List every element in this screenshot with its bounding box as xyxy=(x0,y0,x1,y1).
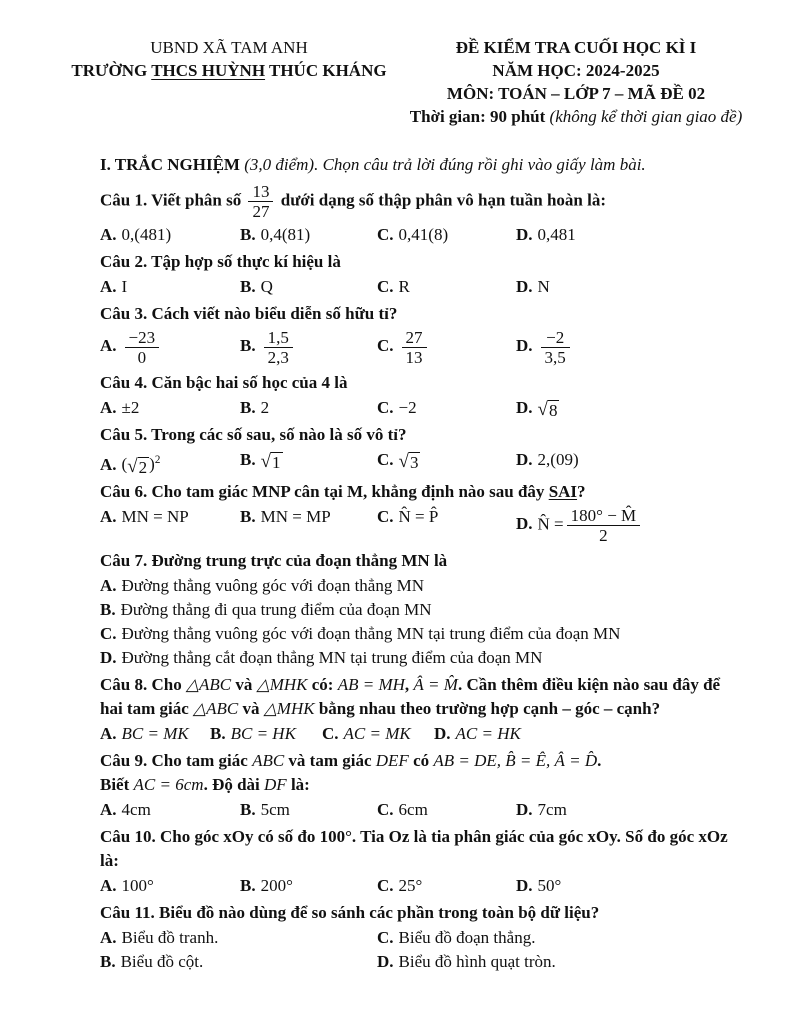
option-A xyxy=(100,448,240,477)
question-5 xyxy=(100,423,734,477)
fraction-numerator: 1,5 xyxy=(264,328,293,348)
option-C xyxy=(377,396,516,420)
text-run: 2 xyxy=(260,398,270,417)
text-run: và xyxy=(231,674,257,694)
question-stem xyxy=(100,749,734,797)
text-run: N̂ = xyxy=(537,514,564,534)
sqrt-expression xyxy=(399,451,421,472)
question-stem xyxy=(100,673,734,721)
question-stem xyxy=(100,825,734,873)
question-3 xyxy=(100,302,734,368)
option-B xyxy=(240,448,377,477)
text-run: AC = HK xyxy=(455,723,521,743)
section-heading xyxy=(100,153,734,177)
fraction-numerator: −2 xyxy=(541,328,570,348)
text-run: 0,(481) xyxy=(121,225,172,244)
text-run: −2 xyxy=(398,398,417,417)
question-8 xyxy=(100,673,734,746)
text-run: N xyxy=(537,277,550,296)
option-label: B. xyxy=(240,398,256,417)
options xyxy=(100,798,734,822)
option-label: C. xyxy=(377,336,394,356)
text-run: có: xyxy=(307,674,338,694)
option-label: C. xyxy=(377,799,394,819)
sqrt-expression xyxy=(127,456,149,477)
option-C xyxy=(377,505,516,546)
option-label: A. xyxy=(100,336,117,356)
option-label: D. xyxy=(516,799,533,819)
option-B xyxy=(240,327,377,368)
option-C xyxy=(100,622,734,646)
option-label: A. xyxy=(100,723,117,743)
question-stem xyxy=(100,371,734,395)
question-stem xyxy=(100,901,734,925)
question-9 xyxy=(100,749,734,822)
text-run: DF xyxy=(264,774,287,794)
option-C xyxy=(377,926,734,950)
option-C xyxy=(377,275,516,299)
text-run: Câu 5. Trong các số sau, số nào là số vô tỉ? xyxy=(100,425,407,444)
text-run: 2,(09) xyxy=(537,450,579,469)
text-run: dưới dạng số thập phân vô hạn tuần hoàn là: xyxy=(276,190,607,210)
text-run: 7cm xyxy=(537,799,567,819)
text-run: Biểu đồ đoạn thẳng. xyxy=(398,927,536,947)
option-D xyxy=(516,798,734,822)
question-2 xyxy=(100,250,734,299)
options xyxy=(100,874,734,898)
option-label: B. xyxy=(240,875,256,895)
radical-sign-icon: √ xyxy=(398,451,409,472)
question-11 xyxy=(100,901,734,974)
section-heading-instructions: (3,0 điểm). Chọn câu trả lời đúng rồi ghi vào giấy làm bài. xyxy=(244,155,646,174)
option-D xyxy=(516,396,734,420)
school-name-underlined: THCS HUỲNH xyxy=(151,61,266,80)
option-A xyxy=(100,874,240,898)
question-stem xyxy=(100,302,734,326)
text-run: DEF xyxy=(375,750,409,770)
text-run: Đường thẳng đi qua trung điểm của đoạn MN xyxy=(120,599,432,619)
options xyxy=(100,396,734,420)
text-run: Câu 4. Căn bậc hai số học của 4 là xyxy=(100,373,348,392)
fraction-denominator: 2,3 xyxy=(267,348,289,367)
option-D xyxy=(516,505,734,546)
fraction xyxy=(264,328,293,367)
question-10 xyxy=(100,825,734,898)
option-label: B. xyxy=(210,723,226,743)
text-run: 4cm xyxy=(121,799,151,819)
header-right xyxy=(388,36,764,128)
exponent: 2 xyxy=(154,454,161,466)
question-1 xyxy=(100,181,734,247)
option-label: D. xyxy=(516,336,533,356)
options xyxy=(100,926,734,974)
option-label: A. xyxy=(100,927,117,947)
text-run: BC = MK xyxy=(121,723,189,743)
option-label: D. xyxy=(516,450,533,469)
questions xyxy=(100,181,734,974)
option-label: D. xyxy=(516,225,533,244)
fraction xyxy=(248,182,273,221)
text-run: bằng nhau theo trường hợp cạnh – góc – cạnh? xyxy=(314,698,661,718)
option-A xyxy=(100,505,240,546)
text-run: ±2 xyxy=(121,398,140,417)
option-D xyxy=(516,448,734,477)
sqrt-expression xyxy=(538,399,560,420)
option-B xyxy=(240,874,377,898)
fraction-denominator: 0 xyxy=(137,348,147,367)
options xyxy=(100,448,734,477)
text-run: SAI xyxy=(548,481,578,501)
text-run: △MHK xyxy=(263,698,315,718)
issuer-line: UBND XÃ TAM ANH xyxy=(150,38,308,57)
text-run: 0,481 xyxy=(537,225,576,244)
text-run: MN = NP xyxy=(121,506,189,526)
fraction xyxy=(402,328,427,367)
option-A xyxy=(100,722,210,746)
option-label: B. xyxy=(240,277,256,296)
question-6 xyxy=(100,480,734,546)
option-A xyxy=(100,574,734,598)
text-run: △MHK xyxy=(256,674,308,694)
school-name-suffix: THÚC KHÁNG xyxy=(265,61,387,80)
subject-line: MÔN: TOÁN – LỚP 7 – MÃ ĐỀ 02 xyxy=(446,84,706,103)
text-run: Q xyxy=(260,277,273,296)
option-label: D. xyxy=(516,875,533,895)
option-label: A. xyxy=(100,454,117,474)
options xyxy=(100,574,734,670)
option-C xyxy=(377,448,516,477)
options xyxy=(100,223,734,247)
radicand: 8 xyxy=(548,401,558,420)
text-run: AC = MK xyxy=(343,723,411,743)
option-label: B. xyxy=(100,951,116,971)
radicand: 2 xyxy=(138,457,148,477)
option-B xyxy=(240,798,377,822)
text-run: Câu 9. Cho tam giác xyxy=(100,750,253,770)
fraction-numerator: −23 xyxy=(125,328,160,348)
text-run: 6cm xyxy=(398,799,428,819)
option-B xyxy=(240,505,377,546)
option-label: C. xyxy=(377,875,394,895)
question-stem xyxy=(100,250,734,274)
question-stem xyxy=(100,423,734,447)
option-label: A. xyxy=(100,277,117,296)
option-A xyxy=(100,798,240,822)
text-run: I xyxy=(121,277,128,296)
option-label: A. xyxy=(100,506,117,526)
text-run: . Độ dài xyxy=(203,774,265,794)
school-year-line: NĂM HỌC: 2024-2025 xyxy=(492,61,660,80)
text-run: là: xyxy=(286,774,310,794)
option-label: D. xyxy=(434,723,451,743)
fraction-numerator: 180° − M̂ xyxy=(567,506,641,526)
option-D xyxy=(516,223,734,247)
duration-line xyxy=(388,105,764,128)
text-run: Biểu đồ cột. xyxy=(120,951,204,971)
text-run: 200° xyxy=(260,875,293,895)
section-heading-title: I. TRẮC NGHIỆM xyxy=(100,155,245,174)
fraction xyxy=(541,328,570,367)
school-line xyxy=(70,59,388,82)
option-label: B. xyxy=(100,599,116,619)
text-run: 25° xyxy=(398,875,423,895)
option-D xyxy=(100,646,734,670)
option-label: C. xyxy=(377,277,394,296)
option-label: C. xyxy=(377,225,394,244)
text-run: ABC xyxy=(252,750,285,770)
option-label: C. xyxy=(377,450,394,469)
option-B xyxy=(100,598,734,622)
text-run: Câu 2. Tập hợp số thực kí hiệu là xyxy=(100,252,341,271)
text-run: R xyxy=(398,277,410,296)
text-run: và tam giác xyxy=(284,750,376,770)
radical-sign-icon: √ xyxy=(537,399,548,420)
option-label: D. xyxy=(100,647,117,667)
option-C xyxy=(377,798,516,822)
duration-label: Thời gian: 90 phút xyxy=(409,107,550,126)
question-stem xyxy=(100,181,734,222)
option-label: C. xyxy=(377,506,394,526)
school-name-prefix: TRƯỜNG xyxy=(71,61,152,80)
text-run: , xyxy=(404,674,414,694)
text-run: Đường thẳng cắt đoạn thẳng MN tại trung điểm của đoạn MN xyxy=(121,647,543,667)
option-C xyxy=(377,223,516,247)
option-C xyxy=(377,327,516,368)
text-run: AC = 6cm xyxy=(133,774,204,794)
text-run: Câu 7. Đường trung trực của đoạn thẳng MN là xyxy=(100,550,448,570)
text-run: Biểu đồ hình quạt tròn. xyxy=(398,951,556,971)
fraction-denominator: 3,5 xyxy=(544,348,566,367)
text-run: và xyxy=(238,698,264,718)
option-label: A. xyxy=(100,799,117,819)
option-label: A. xyxy=(100,875,117,895)
text-run: Đường thẳng vuông góc với đoạn thẳng MN tại trung điểm của đoạn MN xyxy=(121,623,621,643)
options xyxy=(100,275,734,299)
fraction-denominator: 27 xyxy=(252,202,270,221)
text-run: 5cm xyxy=(260,799,290,819)
option-D xyxy=(377,950,734,974)
option-B xyxy=(100,950,377,974)
text-run: . xyxy=(597,750,602,770)
fraction-denominator: 2 xyxy=(599,525,608,545)
text-run: Câu 6. Cho tam giác MNP cân tại M, khẳng định nào sau đây xyxy=(100,481,549,501)
text-run: 50° xyxy=(537,875,562,895)
text-run: 100° xyxy=(121,875,154,895)
document-header xyxy=(0,0,792,128)
fraction-numerator: 27 xyxy=(402,328,427,348)
text-run: 0,41(8) xyxy=(398,225,449,244)
text-run: Câu 11. Biểu đồ nào dùng để so sánh các phần trong toàn bộ dữ liệu? xyxy=(100,902,600,922)
text-run: ) xyxy=(149,454,155,474)
option-label: A. xyxy=(100,575,117,595)
option-B xyxy=(240,223,377,247)
text-run: Đường thẳng vuông góc với đoạn thẳng MN xyxy=(121,575,424,595)
option-label: A. xyxy=(100,225,117,244)
option-label: B. xyxy=(240,450,256,469)
exam-body xyxy=(0,128,792,974)
text-run: N̂ = P̂ xyxy=(398,506,439,526)
option-D xyxy=(516,275,734,299)
sqrt-expression xyxy=(261,451,283,472)
option-label: D. xyxy=(377,951,394,971)
options xyxy=(100,505,734,546)
option-D xyxy=(434,722,734,746)
text-run: 0,4(81) xyxy=(260,225,311,244)
text-run: ( xyxy=(121,454,128,474)
option-label: D. xyxy=(516,514,533,534)
question-4 xyxy=(100,371,734,420)
option-label: C. xyxy=(377,927,394,947)
option-D xyxy=(516,327,734,368)
option-C xyxy=(377,874,516,898)
question-stem xyxy=(100,480,734,504)
question-7 xyxy=(100,549,734,670)
text-run: AB = MH xyxy=(337,674,405,694)
option-C xyxy=(322,722,434,746)
option-label: B. xyxy=(240,225,256,244)
option-label: A. xyxy=(100,398,117,417)
fraction-denominator: 13 xyxy=(405,348,423,367)
options xyxy=(100,327,734,368)
text-run: Biểu đồ tranh. xyxy=(121,927,219,947)
radical-sign-icon: √ xyxy=(260,451,272,472)
option-A xyxy=(100,926,377,950)
text-run: Biết xyxy=(100,774,134,794)
text-run: AB = DE, B̂ = Ê, Â = D̂ xyxy=(433,750,598,770)
option-label: D. xyxy=(516,277,533,296)
text-run: Câu 3. Cách viết nào biểu diễn số hữu tỉ? xyxy=(100,304,398,323)
option-label: C. xyxy=(100,623,117,643)
option-B xyxy=(210,722,322,746)
question-stem xyxy=(100,549,734,573)
text-run: Â = M̂ xyxy=(413,674,458,694)
radical-sign-icon: √ xyxy=(127,455,138,477)
radicand: 3 xyxy=(409,453,419,472)
option-D xyxy=(516,874,734,898)
option-B xyxy=(240,396,377,420)
option-A xyxy=(100,396,240,420)
text-run: ? xyxy=(577,481,586,501)
option-label: B. xyxy=(240,336,256,356)
option-label: B. xyxy=(240,799,256,819)
fraction xyxy=(567,506,641,545)
text-run: △ABC xyxy=(193,698,239,718)
option-A xyxy=(100,275,240,299)
text-run: △ABC xyxy=(185,674,232,694)
exam-title: ĐỀ KIỂM TRA CUỐI HỌC KÌ I xyxy=(455,38,697,57)
fraction xyxy=(125,328,160,367)
text-run: . Cần thêm điều kiện nào sau đây để hai tam giác xyxy=(100,674,721,718)
options xyxy=(100,722,734,746)
text-run: MN = MP xyxy=(260,506,331,526)
option-label: B. xyxy=(240,506,256,526)
fraction-numerator: 13 xyxy=(248,182,273,202)
text-run: BC = HK xyxy=(230,723,296,743)
option-label: D. xyxy=(516,398,533,417)
text-run: Câu 1. Viết phân số xyxy=(100,190,246,210)
option-A xyxy=(100,327,240,368)
radicand: 1 xyxy=(272,453,281,472)
option-label: C. xyxy=(322,723,339,743)
duration-note: (không kể thời gian giao đề) xyxy=(549,107,743,126)
text-run: có xyxy=(408,750,434,770)
text-run: Câu 8. Cho xyxy=(100,674,186,694)
option-label: C. xyxy=(377,398,394,417)
header-left xyxy=(70,36,388,128)
option-B xyxy=(240,275,377,299)
text-run: Câu 10. Cho góc xOy có số đo 100°. Tia Oz là tia phân giác của góc xOy. Số đo góc xOz là: xyxy=(100,826,728,870)
option-A xyxy=(100,223,240,247)
